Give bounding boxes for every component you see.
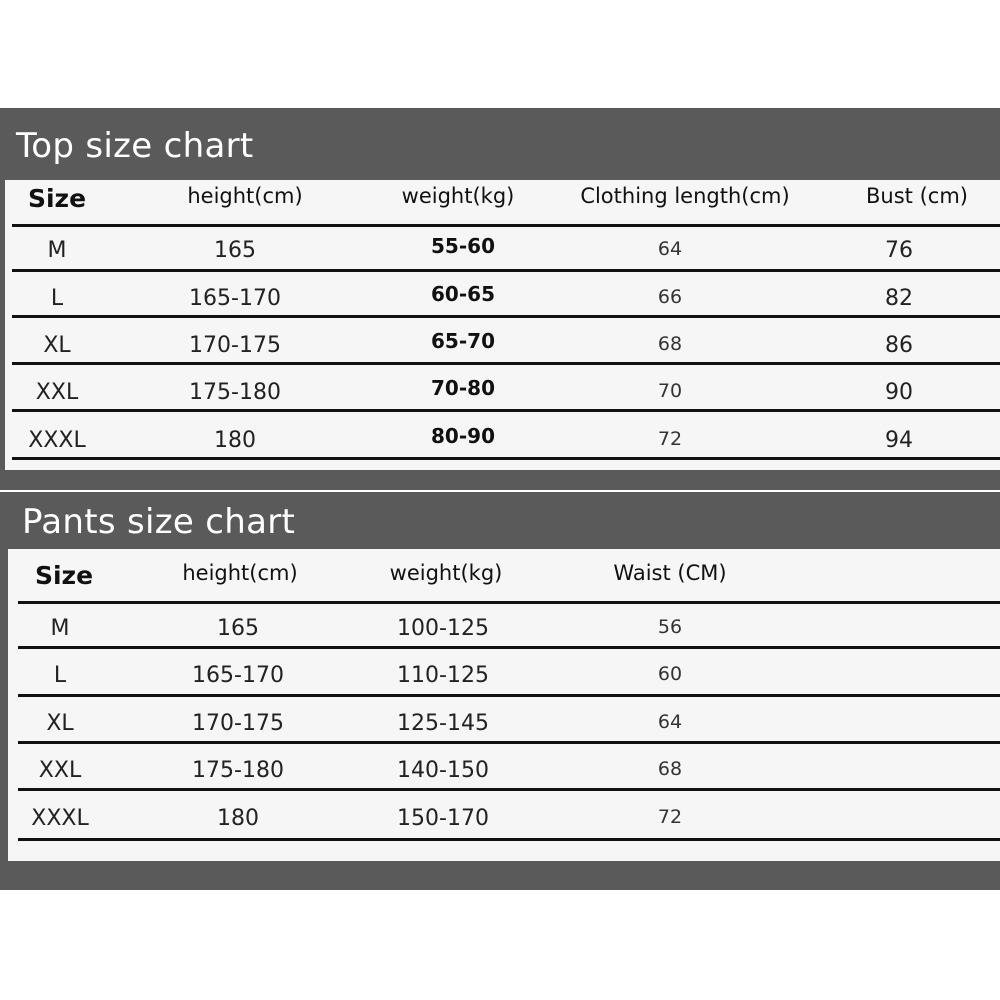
top-row-divider <box>12 457 1000 460</box>
top-table-cell: 90 <box>885 380 913 405</box>
top-table-cell: 165-170 <box>189 286 281 311</box>
pants-table-cell: 125-145 <box>397 711 489 736</box>
top-table-cell: 86 <box>885 333 913 358</box>
top-table-cell: 68 <box>657 333 683 355</box>
pants-table-cell: 175-180 <box>192 758 284 783</box>
pants-table-cell: 100-125 <box>397 616 489 641</box>
top-table-cell: 175-180 <box>189 380 281 405</box>
pants-chart-table <box>8 549 1000 861</box>
pants-column-header: weight(kg) <box>389 561 503 585</box>
pants-chart-title: Pants size chart <box>22 502 296 542</box>
top-table-cell: 65-70 <box>431 329 495 353</box>
top-row-divider <box>12 315 1000 318</box>
top-table-cell: M <box>47 238 67 263</box>
top-column-header: Clothing length(cm) <box>580 184 790 208</box>
top-table-cell: XXL <box>35 380 79 405</box>
top-table-cell: L <box>50 286 64 311</box>
top-table-cell: 94 <box>885 428 913 453</box>
pants-table-cell: M <box>50 616 70 641</box>
top-column-header: Size <box>27 184 87 213</box>
top-table-cell: XXXL <box>28 428 86 453</box>
pants-column-header: height(cm) <box>182 561 298 585</box>
top-table-cell: 80-90 <box>431 424 495 448</box>
pants-table-cell: 110-125 <box>397 663 489 688</box>
top-column-header: weight(kg) <box>401 184 515 208</box>
pants-table-cell: L <box>53 663 67 688</box>
top-table-cell: 165 <box>214 238 256 263</box>
pants-row-divider <box>18 694 1000 697</box>
top-column-header: height(cm) <box>187 184 303 208</box>
pants-table-cell: 170-175 <box>192 711 284 736</box>
pants-row-divider <box>18 838 1000 841</box>
pants-table-cell: 180 <box>217 806 259 831</box>
pants-table-cell: 64 <box>657 711 683 733</box>
pants-table-cell: 165 <box>217 616 259 641</box>
pants-table-cell: 72 <box>657 806 683 828</box>
pants-table-cell: XXL <box>38 758 82 783</box>
top-row-divider <box>12 269 1000 272</box>
pants-table-cell: XL <box>46 711 74 736</box>
pants-row-divider <box>18 788 1000 791</box>
top-table-cell: 180 <box>214 428 256 453</box>
top-row-divider <box>12 409 1000 412</box>
top-table-cell: 64 <box>657 238 683 260</box>
top-column-header: Bust (cm) <box>866 184 968 208</box>
top-table-cell: 76 <box>885 238 913 263</box>
pants-row-divider <box>18 646 1000 649</box>
top-table-cell: 66 <box>657 286 683 308</box>
top-table-cell: 170-175 <box>189 333 281 358</box>
pants-table-cell: 56 <box>657 616 683 638</box>
pants-table-cell: XXXL <box>31 806 89 831</box>
top-table-cell: 72 <box>657 428 683 450</box>
top-row-divider <box>12 224 1000 227</box>
pants-table-cell: 140-150 <box>397 758 489 783</box>
top-table-cell: 70 <box>657 380 683 402</box>
pants-row-divider <box>18 741 1000 744</box>
top-table-cell: XL <box>43 333 71 358</box>
pants-table-cell: 68 <box>657 758 683 780</box>
top-table-cell: 70-80 <box>431 376 495 400</box>
pants-table-cell: 150-170 <box>397 806 489 831</box>
top-table-cell: 60-65 <box>431 282 495 306</box>
top-table-cell: 82 <box>885 286 913 311</box>
pants-table-cell: 60 <box>657 663 683 685</box>
top-chart-title: Top size chart <box>16 126 254 166</box>
pants-table-cell: 165-170 <box>192 663 284 688</box>
pants-column-header: Waist (CM) <box>613 561 727 585</box>
top-table-cell: 55-60 <box>431 234 495 258</box>
top-row-divider <box>12 362 1000 365</box>
pants-row-divider <box>18 601 1000 604</box>
pants-column-header: Size <box>34 561 94 590</box>
